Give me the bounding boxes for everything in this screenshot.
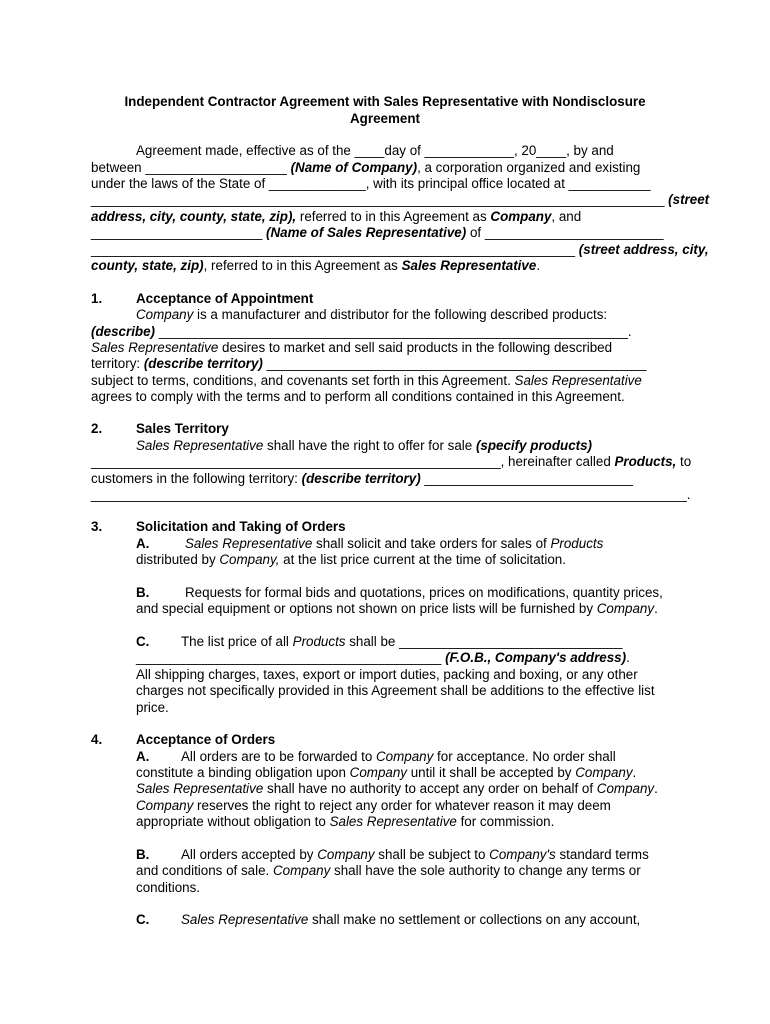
sales-rep-term: Sales Representative	[329, 814, 457, 829]
body-text: until it shall be accepted by	[406, 765, 576, 780]
s1-line-4	[91, 356, 646, 372]
body-text: shall have the right to offer for sale	[263, 438, 476, 453]
address-placeholder: address, city, county, state, zip),	[91, 209, 297, 224]
s3-c-line-2	[136, 650, 630, 666]
body-text: The list price of all	[181, 634, 293, 649]
blank-line: ___________________________________________________	[262, 356, 647, 371]
sales-rep-term: Sales Representative	[136, 438, 264, 453]
street-placeholder: (street	[668, 192, 710, 207]
sales-rep-term: Sales Representative	[401, 258, 537, 273]
body-text: shall have the sole authority to change any terms or	[330, 863, 641, 878]
rep-name-placeholder: (Name of Sales Representative)	[266, 225, 467, 240]
intro-text: of ________________________	[466, 225, 664, 240]
body-text: is a manufacturer and distributor for the following described products:	[193, 307, 608, 322]
section-4-heading: Acceptance of Orders	[136, 732, 276, 747]
s3-a-line-2	[136, 552, 566, 568]
s3-a-letter: A.	[136, 536, 150, 551]
company-term: Company	[490, 209, 552, 224]
section-2-heading: Sales Territory	[136, 421, 229, 436]
body-text: for commission.	[456, 814, 555, 829]
company-term: Company	[596, 601, 655, 616]
intro-text: , and	[551, 209, 582, 224]
s1-line-6: agrees to comply with the terms and to perform all conditions contained in this Agreement.	[91, 389, 625, 404]
title-line-1: Independent Contractor Agreement with Sales Representative with Nondisclosure	[124, 94, 646, 109]
s4-b-line-3: conditions.	[136, 880, 201, 895]
body-text: shall be subject to	[374, 847, 490, 862]
s2-line-1	[136, 438, 592, 454]
s4-a-letter: A.	[136, 749, 150, 764]
section-3-number: 3.	[91, 519, 103, 534]
sales-rep-term: Sales Representative	[181, 912, 309, 927]
body-text: for acceptance. No order shall	[433, 749, 616, 764]
blank-line: _____________________________________________________________________________	[91, 192, 669, 207]
s4-a-line-4	[136, 798, 611, 814]
describe-placeholder: (describe)	[91, 324, 155, 339]
s1-line-1	[136, 307, 607, 323]
body-text: subject to terms, conditions, and covenants set forth in this Agreement.	[91, 373, 515, 388]
body-text: appropriate without obligation to	[136, 814, 330, 829]
street-address-placeholder: (street address, city,	[578, 242, 709, 257]
body-text: standard terms	[555, 847, 649, 862]
fob-placeholder: (F.O.B., Company's address)	[445, 650, 627, 665]
body-text: All orders are to be forwarded to	[181, 749, 377, 764]
intro-line-4	[91, 192, 709, 208]
company-term: Company	[349, 765, 407, 780]
body-text: All orders accepted by	[181, 847, 318, 862]
products-term: Products	[550, 536, 604, 551]
body-text: territory:	[91, 356, 144, 371]
intro-text: .	[536, 258, 541, 273]
blank-line: _______________________	[91, 225, 267, 240]
body-text: _______________________________________________________, hereinafter called	[91, 454, 615, 469]
s4-b-line-1	[181, 847, 649, 863]
body-text: distributed by	[136, 552, 220, 567]
s4-a-line-5	[136, 814, 554, 830]
s1-line-2	[91, 324, 632, 340]
intro-line-6	[91, 225, 664, 241]
company-term: Company,	[219, 552, 280, 567]
intro-line-8	[91, 258, 540, 274]
products-placeholder: (specify products)	[475, 438, 593, 453]
county-placeholder: county, state, zip)	[91, 258, 204, 273]
s3-c-letter: C.	[136, 634, 150, 649]
company-term: Company	[596, 781, 655, 796]
body-text: and special equipment or options not shown on price lists will be furnished by	[136, 601, 597, 616]
s3-b-line-1: Requests for formal bids and quotations, prices on modifications, quantity prices,	[185, 585, 663, 600]
blank-line: shall be ______________________________	[345, 634, 623, 649]
section-1-number: 1.	[91, 291, 103, 306]
company-term: Company	[575, 765, 633, 780]
s3-c-line-1	[181, 634, 623, 650]
company-term: Company	[376, 749, 434, 764]
intro-line-2	[91, 160, 640, 176]
s4-b-letter: B.	[136, 847, 150, 862]
intro-line-3: under the laws of the State of _____________, with its principal office located at ___________	[91, 176, 651, 191]
blank-line: ____________________________	[420, 471, 633, 486]
s4-a-line-1	[181, 749, 616, 765]
company-term: Company	[136, 307, 194, 322]
company-term: Company	[272, 863, 331, 878]
company-name-placeholder: (Name of Company)	[290, 160, 418, 175]
company-term: Company	[317, 847, 375, 862]
intro-line-7	[91, 242, 709, 258]
s3-b-letter: B.	[136, 585, 150, 600]
intro-line-1: Agreement made, effective as of the ____day of ____________, 20____, by and	[136, 143, 614, 158]
body-text: shall make no settlement or collections on any account,	[308, 912, 641, 927]
body-text: shall have no authority to accept any order on behalf of	[263, 781, 597, 796]
body-text: constitute a binding obligation upon	[136, 765, 350, 780]
title-line-2: Agreement	[350, 111, 420, 126]
body-text: customers in the following territory:	[91, 471, 302, 486]
sales-rep-term: Sales Representative	[136, 781, 264, 796]
body-text: .	[632, 765, 637, 780]
body-text: reserves the right to reject any order for whatever reason it may deem	[193, 798, 611, 813]
intro-text: , referred to in this Agreement as	[203, 258, 402, 273]
s2-line-2	[91, 454, 691, 470]
s3-b-line-2	[136, 601, 658, 617]
body-text: to	[676, 454, 692, 469]
intro-text: , a corporation organized and existing	[417, 160, 641, 175]
sales-rep-term: Sales Representative	[91, 340, 219, 355]
intro-line-5	[91, 209, 581, 225]
s2-line-3	[91, 471, 633, 487]
s3-c-line-4: charges not specifically provided in this Agreement shall be additions to the effective list	[136, 683, 655, 698]
section-1-heading: Acceptance of Appointment	[136, 291, 314, 306]
body-text: .	[654, 601, 658, 616]
section-4-number: 4.	[91, 732, 103, 747]
body-text: .	[654, 781, 658, 796]
body-text: shall solicit and take orders for sales of	[312, 536, 551, 551]
body-text: and conditions of sale.	[136, 863, 273, 878]
s4-a-line-2	[136, 765, 636, 781]
s1-line-5	[91, 373, 642, 389]
company-term: Company	[136, 798, 194, 813]
territory-placeholder: (describe territory)	[301, 471, 421, 486]
products-term: Products,	[614, 454, 677, 469]
s4-c-line-1	[181, 912, 640, 928]
body-text: at the list price current at the time of solicitation.	[279, 552, 566, 567]
s4-b-line-2	[136, 863, 641, 879]
body-text: .	[626, 650, 630, 665]
s3-a-line-1	[185, 536, 603, 552]
section-2-number: 2.	[91, 421, 103, 436]
blank-line: _________________________________________________________________	[91, 242, 579, 257]
sales-rep-term: Sales Representative	[514, 373, 642, 388]
intro-text: between ___________________	[91, 160, 291, 175]
sales-rep-term: Sales Representative	[185, 536, 313, 551]
intro-text: referred to in this Agreement as	[296, 209, 491, 224]
company-term: Company's	[489, 847, 556, 862]
s4-c-letter: C.	[136, 912, 150, 927]
s3-c-line-3: All shipping charges, taxes, export or import duties, packing and boxing, or any other	[136, 667, 638, 682]
s4-a-line-3	[136, 781, 658, 797]
blank-line: _______________________________________________________________.	[155, 324, 632, 339]
section-3-heading: Solicitation and Taking of Orders	[136, 519, 346, 534]
s1-line-3	[91, 340, 612, 356]
body-text: desires to market and sell said products in the following described	[218, 340, 613, 355]
s2-line-4: ________________________________________________________________________________.	[91, 487, 691, 502]
territory-placeholder: (describe territory)	[143, 356, 263, 371]
blank-line: _________________________________________	[136, 650, 446, 665]
s3-c-line-5: price.	[136, 700, 169, 715]
products-term: Products	[292, 634, 346, 649]
